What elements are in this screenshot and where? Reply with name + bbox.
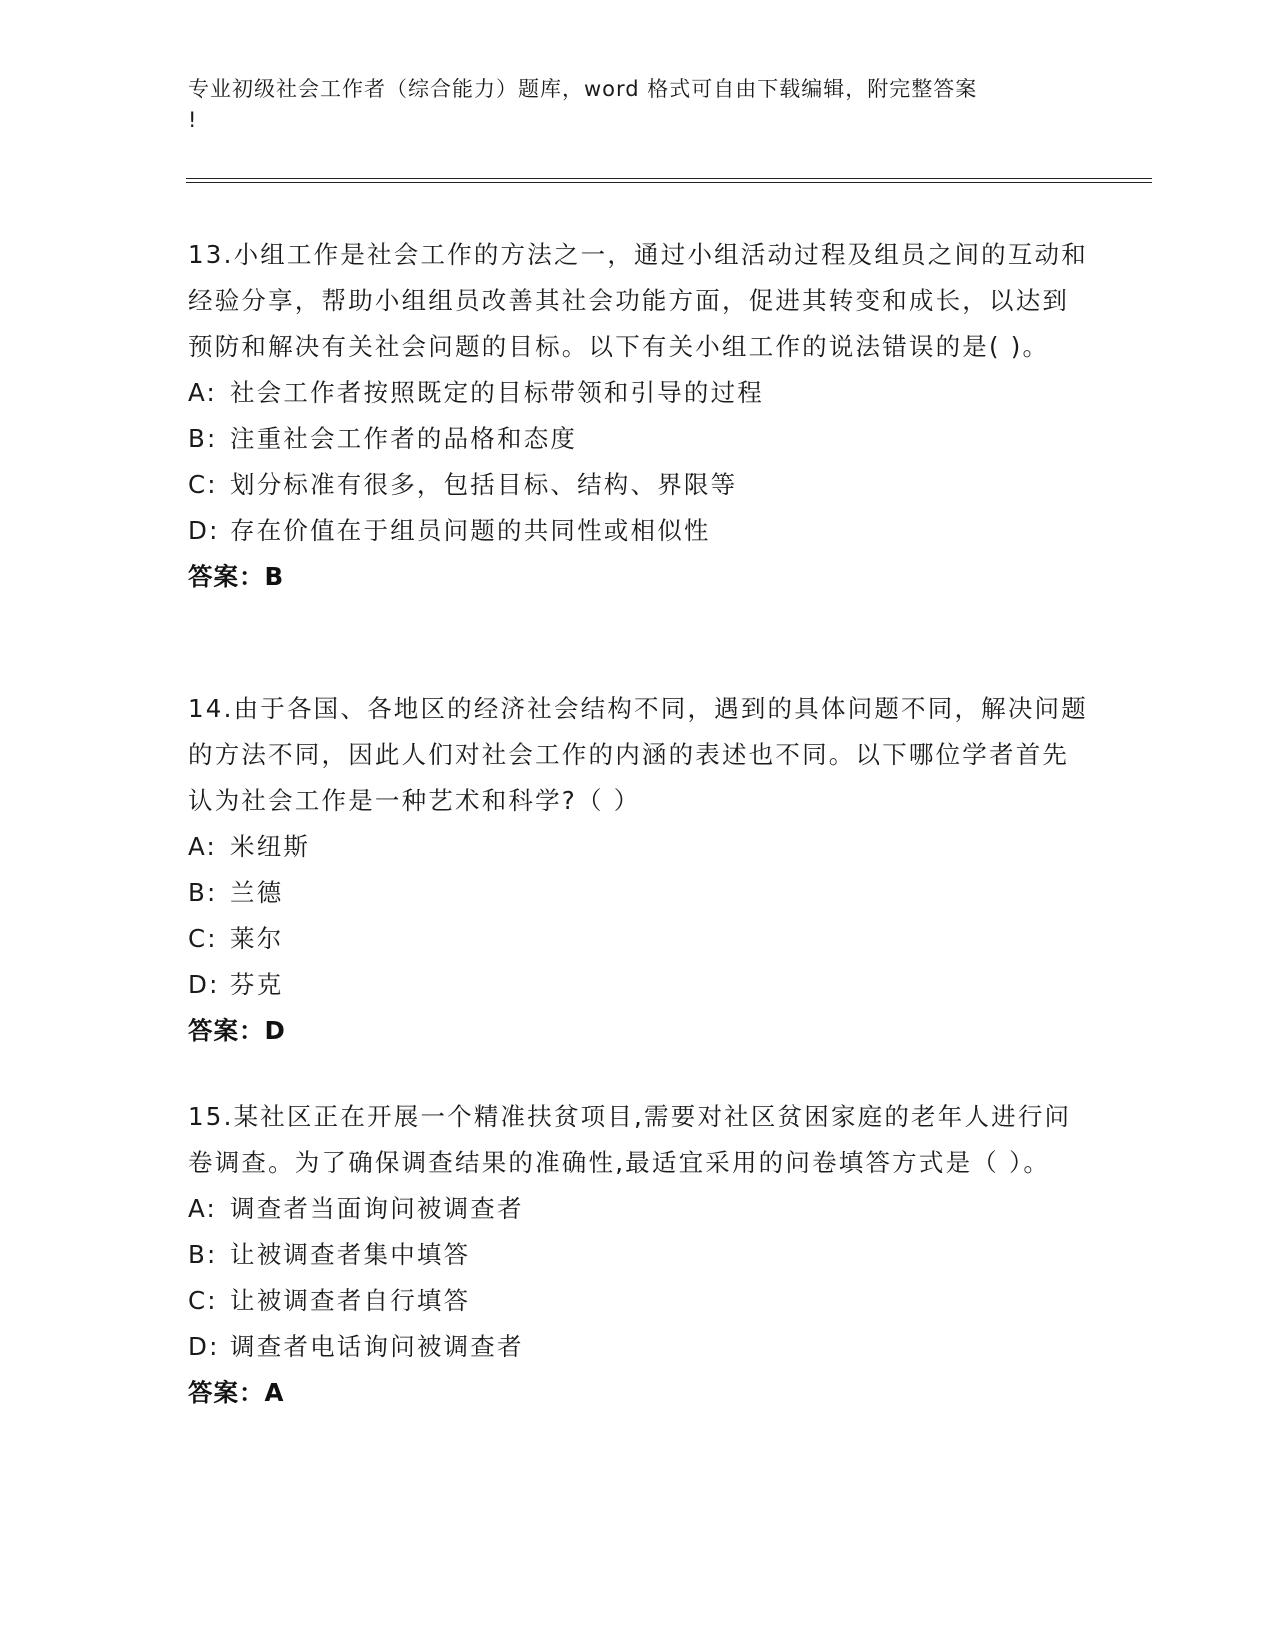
question-stem: 14.由于各国、各地区的经济社会结构不同，遇到的具体问题不同，解决问题的方法不同，因此人们对社会工作的内涵的表述也不同。以下哪位学者首先认为社会工作是一种艺术和科学?（ ） — [188, 694, 1088, 815]
option-text: 调查者当面询问被调查者 — [230, 1194, 524, 1223]
option-c — [188, 916, 1088, 962]
option-text: 芬克 — [230, 970, 284, 999]
option-text: 让被调查者自行填答 — [230, 1286, 471, 1315]
answer-line: 答案：A — [188, 1378, 285, 1407]
option-c — [188, 462, 1088, 508]
option-letter: B: — [188, 1240, 218, 1269]
question-15 — [188, 1094, 1088, 1416]
option-d — [188, 962, 1088, 1008]
option-letter: B: — [188, 424, 218, 453]
option-b — [188, 870, 1088, 916]
question-stem: 15.某社区正在开展一个精准扶贫项目,需要对社区贫困家庭的老年人进行问卷调查。为了确保调查结果的准确性,最适宜采用的问卷填答方式是（ ）。 — [188, 1102, 1072, 1177]
option-d — [188, 508, 1088, 554]
option-b — [188, 1232, 1088, 1278]
option-a — [188, 1186, 1088, 1232]
option-text: 注重社会工作者的品格和态度 — [230, 424, 578, 453]
option-text: 划分标准有很多，包括目标、结构、界限等 — [230, 470, 738, 499]
question-13 — [188, 232, 1088, 600]
option-letter: B: — [188, 878, 218, 907]
question-14 — [188, 686, 1088, 1054]
option-letter: C: — [188, 924, 218, 953]
question-stem: 13.小组工作是社会工作的方法之一，通过小组活动过程及组员之间的互动和经验分享，帮助小组组员改善其社会功能方面，促进其转变和成长，以达到预防和解决有关社会问题的目标。以下有关小组工作的说法错误的是( )。 — [188, 240, 1088, 361]
header-title: 专业初级社会工作者（综合能力）题库，word 格式可自由下载编辑，附完整答案 — [188, 77, 978, 101]
page-header — [188, 74, 1068, 136]
option-letter: A: — [188, 378, 217, 407]
option-letter: A: — [188, 832, 217, 861]
answer-line: 答案：B — [188, 562, 285, 591]
option-letter: A: — [188, 1194, 217, 1223]
option-c — [188, 1278, 1088, 1324]
option-text: 存在价值在于组员问题的共同性或相似性 — [230, 516, 711, 545]
option-text: 调查者电话询问被调查者 — [230, 1332, 524, 1361]
option-d — [188, 1324, 1088, 1370]
option-letter: C: — [188, 470, 218, 499]
option-text: 莱尔 — [230, 924, 284, 953]
header-title-continued: ! — [188, 108, 198, 132]
option-letter: D: — [188, 1332, 220, 1361]
option-text: 社会工作者按照既定的目标带领和引导的过程 — [230, 378, 764, 407]
option-letter: D: — [188, 516, 220, 545]
option-text: 米纽斯 — [230, 832, 311, 861]
option-letter: D: — [188, 970, 220, 999]
option-a — [188, 370, 1088, 416]
option-letter: C: — [188, 1286, 218, 1315]
option-a — [188, 824, 1088, 870]
option-b — [188, 416, 1088, 462]
option-text: 兰德 — [230, 878, 284, 907]
answer-line: 答案：D — [188, 1016, 286, 1045]
option-text: 让被调查者集中填答 — [230, 1240, 471, 1269]
header-double-rule — [186, 178, 1152, 183]
